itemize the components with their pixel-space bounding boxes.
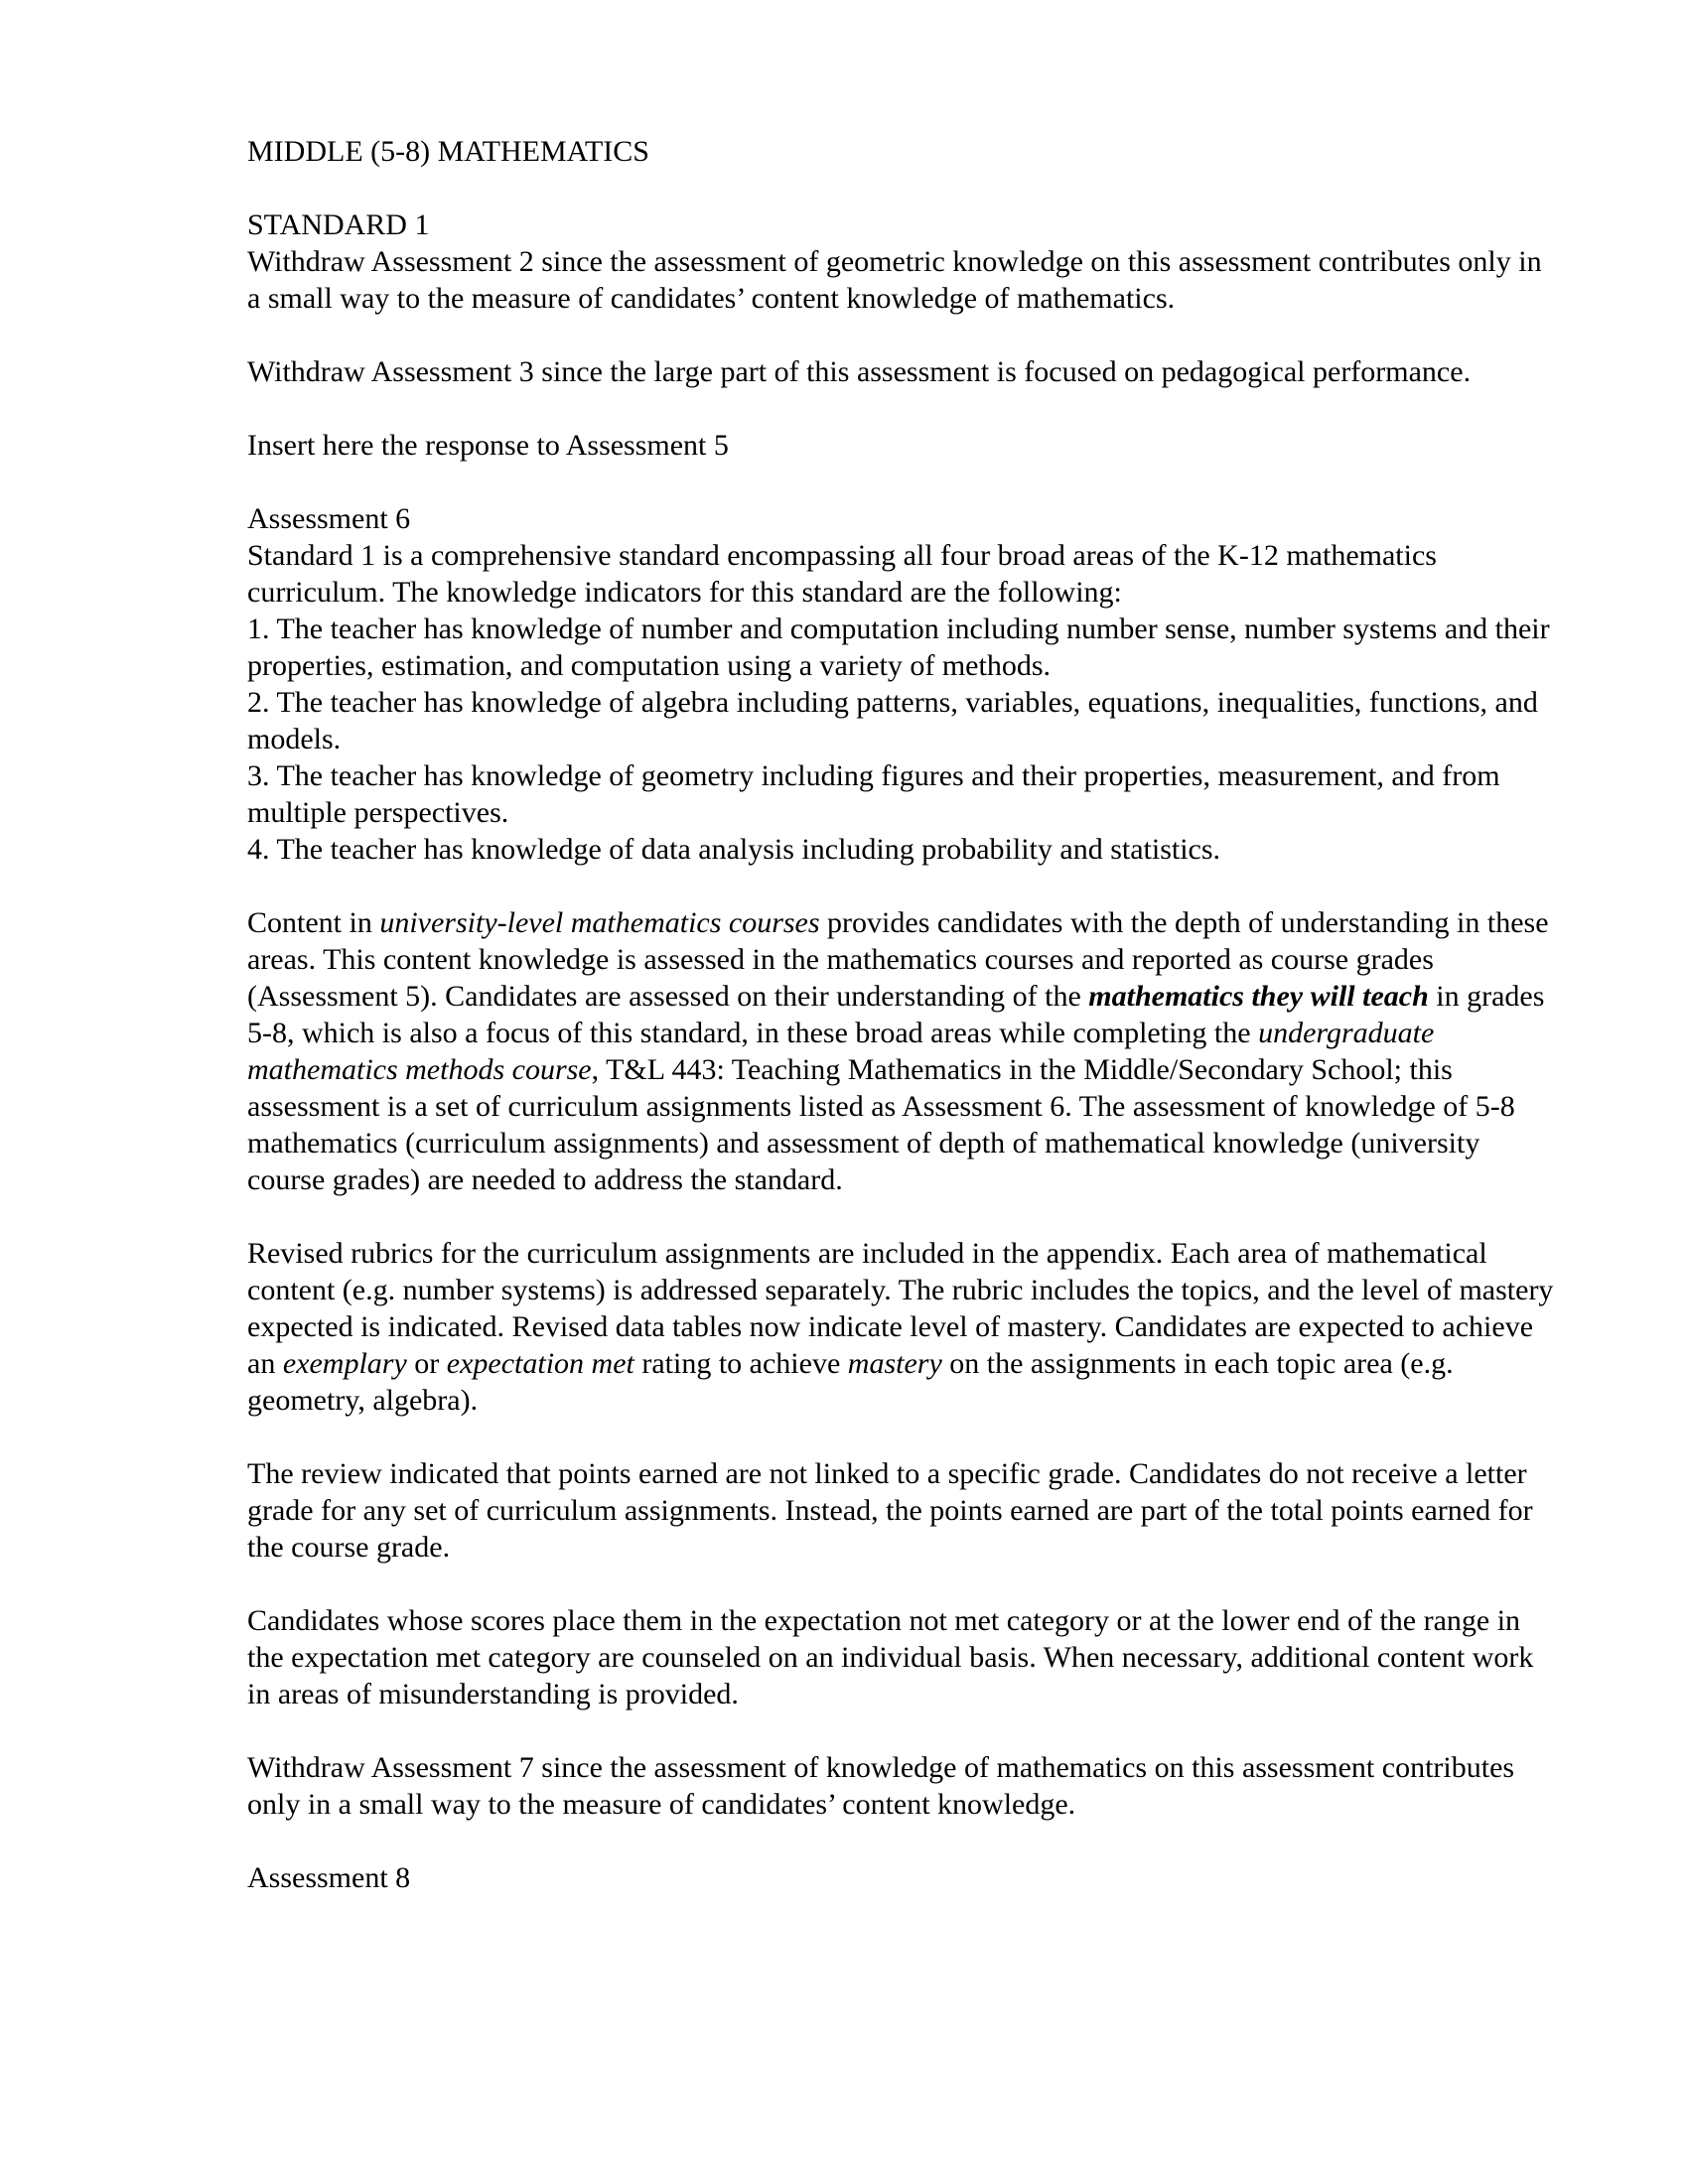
standard-heading: STANDARD 1	[247, 208, 430, 241]
rubrics-emphasis: expectation met	[446, 1347, 634, 1380]
content-strong-emphasis: mathematics they will teach	[1088, 980, 1429, 1013]
content-text: in grades 5-8, which is also a focus of this standard, in these broad areas while completing the	[247, 980, 1545, 1049]
content-text: Content in	[247, 906, 380, 939]
assessment-6-heading: Assessment 6	[247, 502, 411, 535]
review-paragraph: The review indicated that points earned are not linked to a specific grade. Candidates do not receive a letter grade for any set of curriculum assignments. Instead, the points earned are part of the total points earned for the course grade.	[247, 1457, 1533, 1564]
rubrics-text: on the assignments in each topic area (e.g. geometry, algebra).	[247, 1347, 1454, 1417]
indicator-item: 1. The teacher has knowledge of number and computation including number sense, number systems and their properties, estimation, and computation using a variety of methods.	[247, 613, 1550, 682]
rubrics-paragraph	[247, 1235, 1558, 1419]
document-page	[247, 133, 1558, 1896]
content-text: provides candidates with the depth of understanding in these areas. This content knowledge is assessed in the mathematics courses and reported as course grades (Assessment 5). Candidates are assessed on their understanding of the	[247, 906, 1549, 1013]
withdraw-assessment-2-paragraph: Withdraw Assessment 2 since the assessment of geometric knowledge on this assessment contributes only in a small way to the measure of candidates’ content knowledge of mathematics.	[247, 245, 1542, 315]
content-text: , T&L 443: Teaching Mathematics in the Middle/Secondary School; this assessment is a set of curriculum assignments listed as Assessment 6. The assessment of knowledge of 5-8 mathematics (curriculum assignments) and assessment of depth of mathematical knowledge (university course grades) are needed to address the standard.	[247, 1053, 1515, 1196]
rubrics-text: rating to achieve	[633, 1347, 848, 1380]
rubrics-text: or	[406, 1347, 447, 1380]
indicator-item: 2. The teacher has knowledge of algebra including patterns, variables, equations, inequalities, functions, and models.	[247, 686, 1538, 755]
rubrics-emphasis: exemplary	[282, 1347, 407, 1380]
content-emphasis: undergraduate mathematics methods course	[247, 1017, 1435, 1086]
rubrics-emphasis: mastery	[847, 1347, 942, 1380]
document-title: MIDDLE (5-8) MATHEMATICS	[247, 135, 649, 168]
rubrics-text: Revised rubrics for the curriculum assignments are included in the appendix. Each area of mathematical content (e.g. number systems) is addressed separately. The rubric includes the topics, and the level of mastery expected is indicated. Revised data tables now indicate level of mastery. Candidates are expected to achieve an	[247, 1237, 1554, 1380]
content-paragraph	[247, 904, 1558, 1198]
assessment-6-intro: Standard 1 is a comprehensive standard encompassing all four broad areas of the K-12 mathematics curriculum. The knowledge indicators for this standard are the following:	[247, 539, 1437, 609]
withdraw-assessment-3-paragraph: Withdraw Assessment 3 since the large part of this assessment is focused on pedagogical performance.	[247, 355, 1472, 388]
counsel-paragraph: Candidates whose scores place them in the expectation not met category or at the lower end of the range in the expectation met category are counseled on an individual basis. When necessary, additional content work in areas of misunderstanding is provided.	[247, 1604, 1534, 1710]
assessment-8-heading: Assessment 8	[247, 1861, 411, 1894]
insert-response-paragraph: Insert here the response to Assessment 5	[247, 429, 729, 462]
indicator-item: 4. The teacher has knowledge of data analysis including probability and statistics.	[247, 833, 1221, 866]
content-emphasis: university-level mathematics courses	[379, 906, 820, 939]
indicator-item: 3. The teacher has knowledge of geometry including figures and their properties, measurement, and from multiple perspectives.	[247, 759, 1500, 829]
withdraw-assessment-7-paragraph: Withdraw Assessment 7 since the assessment of knowledge of mathematics on this assessment contributes only in a small way to the measure of candidates’ content knowledge.	[247, 1751, 1515, 1821]
